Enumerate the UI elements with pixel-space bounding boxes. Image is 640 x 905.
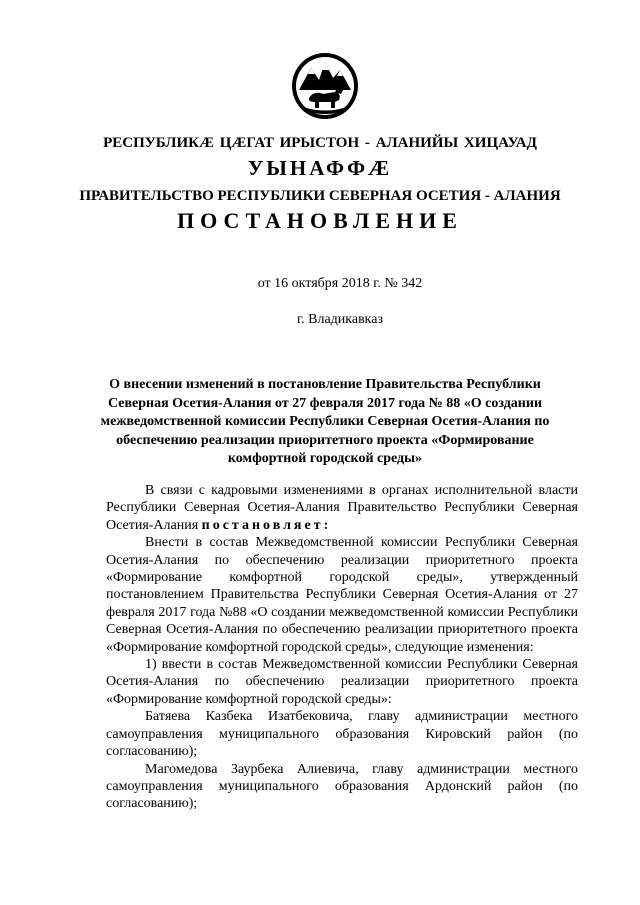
person-1: Батяева Казбека Изатбековича, главу администрации местного самоуправления муниципального образования Кировский район (по согласованию); bbox=[106, 709, 578, 760]
document-body bbox=[106, 482, 578, 813]
document-city: г. Владикавказ bbox=[296, 312, 384, 327]
header-decree-ossetian: УЫНАФФӔ bbox=[247, 156, 393, 180]
header-republic-ossetian: РЕСПУБЛИКӔ ЦӔГАТ ИРЫСТОН - АЛАНИЙЫ ХИЦАУАД bbox=[103, 135, 537, 151]
intro-text: В связи с кадровыми изменениями в органах исполнительной власти Республики Северная Осетия-Алания Правительство Республики Северная Осетия-Алания bbox=[106, 483, 578, 533]
header-government-russian: ПРАВИТЕЛЬСТВО РЕСПУБЛИКИ СЕВЕРНАЯ ОСЕТИЯ - АЛАНИЯ bbox=[79, 188, 561, 204]
header-decree-russian: ПОСТАНОВЛЕНИЕ bbox=[177, 208, 463, 233]
intro-paragraph bbox=[106, 482, 578, 534]
person-2: Магомедова Заурбека Алиевича, главу администрации местного самоуправления муниципального образования Ардонский район (по согласованию); bbox=[106, 761, 578, 812]
paragraph-1: Внести в состав Межведомственной комиссии Республики Северная Осетия-Алания по обеспечению реализации приоритетного проекта «Формирование комфортной городской среды», утвержденный постановлением Правительства Республики Северная Осетия-Алания от 27 февраля 2017 года №88 «О создании межведомственной комиссии Республики Северная Осетия-Алания по обеспечению реализации приоритетного проекта «Формирование комфортной городской среды», следующие изменения: bbox=[106, 535, 578, 655]
intro-resolves: постановляет: bbox=[201, 517, 332, 533]
document-date-number: от 16 октября 2018 г. № 342 bbox=[257, 276, 423, 291]
coat-of-arms-emblem bbox=[291, 50, 359, 122]
item-1: 1) ввести в состав Межведомственной комиссии Республики Северная Осетия-Алания по обеспечению реализации приоритетного проекта «Формирование комфортной городской среды»: bbox=[106, 657, 578, 707]
document-title: О внесении изменений в постановление Правительства Республики Северная Осетия-Алания от 27 февраля 2017 года № 88 «О создании межведомственной комиссии Республики Северная Осетия-Алания по обеспечению реализации приоритетного проекта «Формирование комфортной городской среды» bbox=[100, 377, 550, 466]
